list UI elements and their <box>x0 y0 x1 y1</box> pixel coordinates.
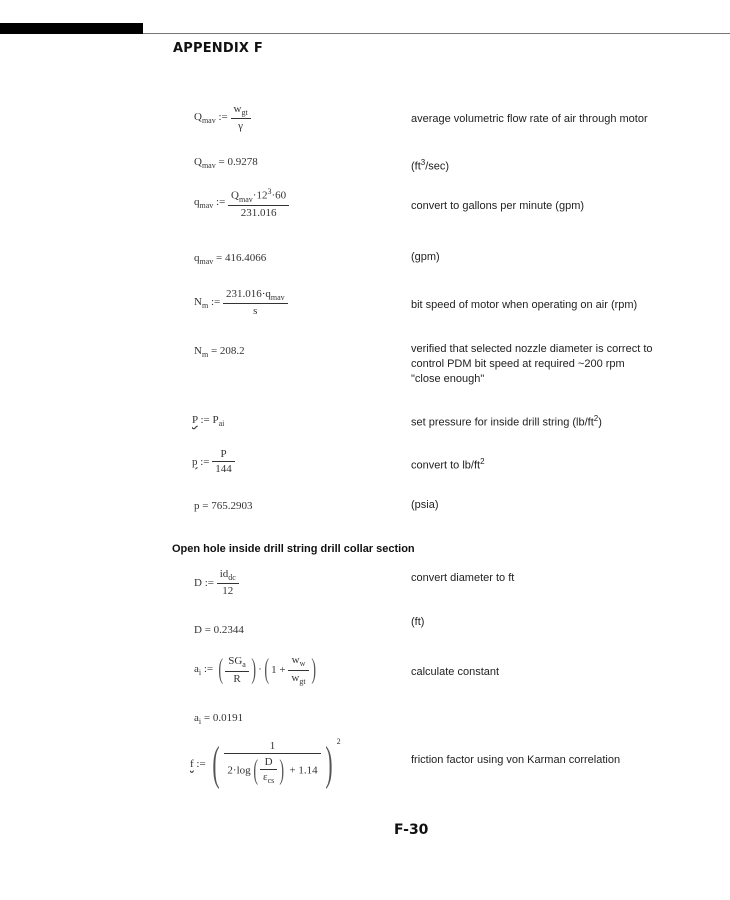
desc-nm-def: bit speed of motor when operating on air (rpm) <box>411 299 638 311</box>
section-heading: Open hole inside drill string drill collar section <box>172 543 415 555</box>
equation-friction-factor: f := ( 1 2·log( $\frac{D}{\varepsilon_{cs}}$ ) + 1.14 ) $^2$ <box>190 737 341 790</box>
equation-q-gpm-def: $q_{mav}$ := $\frac{Q_{mav}\cdot 12^3\cdot 60}{231.016}$ <box>194 187 289 219</box>
desc-friction-factor: friction factor using von Karman correlation <box>411 754 621 766</box>
appendix-title: APPENDIX F <box>173 41 263 56</box>
equation-ai-def: $a_i$ := ( $\frac{SG_a}{R}$ ) ·( 1 + $\frac{w_w}{w_{gt}}$ ) <box>194 654 316 686</box>
desc-p-convert: convert to $lb/ft^2$ <box>411 457 485 472</box>
desc-nm-verified: verified that selected nozzle diameter is correct to control PDM bit speed at required ~200 rpm "close enough" <box>411 343 653 385</box>
equation-qmav-def: $Q_{mav}$ := $\frac{w_{gt}}{\gamma}$ <box>194 103 251 132</box>
desc-ai-def: calculate constant <box>411 666 500 678</box>
equation-qmav-val: $Q_{mav} = 0.9278$ <box>194 156 258 171</box>
equation-nm-val: $N_m = 208.2$ <box>194 345 245 360</box>
equation-d-def: D := $\frac{id_{dc}}{12}$ <box>194 568 239 597</box>
desc-q-gpm-val: (gpm) <box>411 251 440 263</box>
equation-q-gpm-val: $q_{mav} = 416.4066$ <box>194 252 267 267</box>
equation-p-set: P := $P_{ai}$ <box>192 414 225 429</box>
desc-p-val: (psia) <box>411 499 439 511</box>
header-bar <box>0 23 143 34</box>
desc-p-set: set pressure for inside drill string $(lb/ft^2)$ <box>411 414 602 429</box>
desc-qmav-def: average volumetric flow rate of air through motor <box>411 113 648 125</box>
desc-q-gpm-def: convert to gallons per minute (gpm) <box>411 200 585 212</box>
desc-qmav-val: $(ft^3/\sec)$ <box>411 158 450 173</box>
desc-d-val: (ft) <box>411 616 425 628</box>
page-number: F-30 <box>394 822 429 838</box>
equation-nm-def: $N_m$ := $\frac{231.016\cdot q_{mav}}{s}$ <box>194 288 288 317</box>
equation-p-convert: p := $\frac{P}{144}$ <box>192 448 235 475</box>
header-rule <box>143 33 730 34</box>
equation-d-val: D = 0.2344 <box>194 624 244 636</box>
equation-ai-val: $a_i = 0.0191$ <box>194 712 244 727</box>
desc-d-def: convert diameter to ft <box>411 572 515 584</box>
equation-p-val: p = 765.2903 <box>194 500 253 512</box>
